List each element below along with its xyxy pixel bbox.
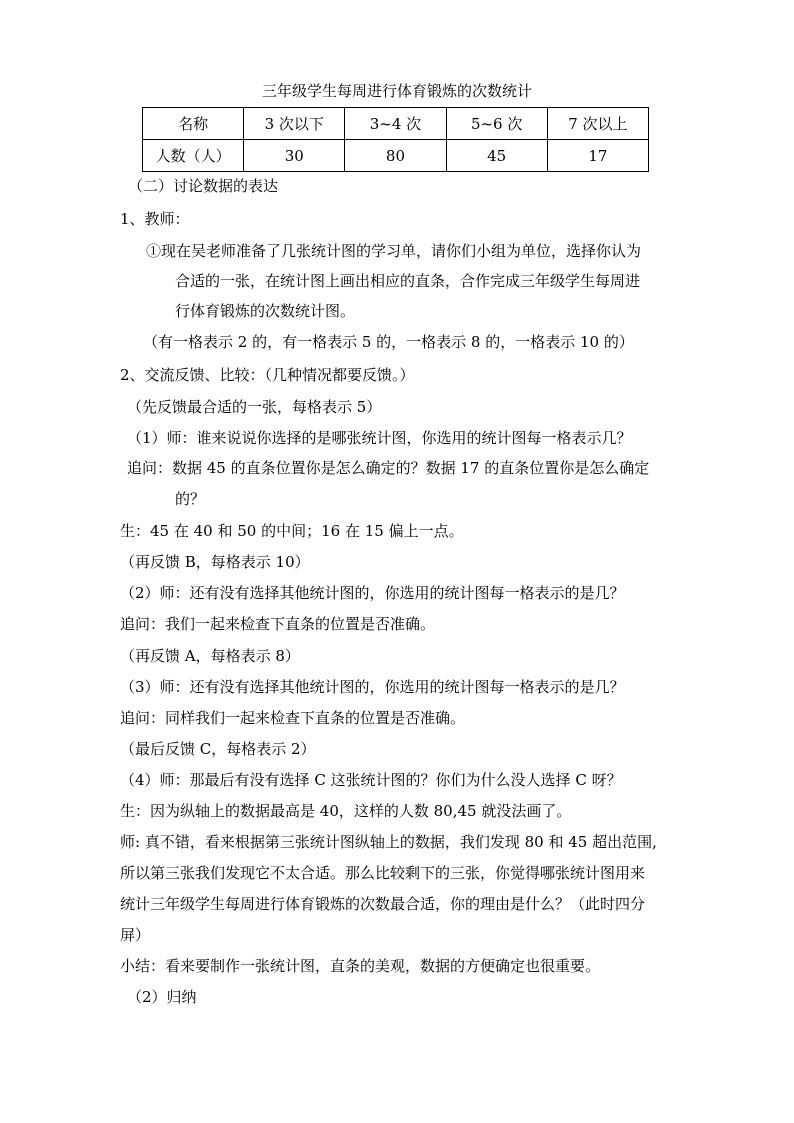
table-cell: 名称 xyxy=(143,108,244,140)
paragraph-line: 1、教师： xyxy=(120,210,190,228)
paragraph-line: 追问：数据 45 的直条位置你是怎么确定的？数据 17 的直条位置你是怎么确定 xyxy=(127,459,650,477)
table-cell: 45 xyxy=(446,140,547,172)
paragraph-line: 统计三年级学生每周进行体育锻炼的次数最合适，你的理由是什么？（此时四分 xyxy=(120,895,646,913)
table-cell: 3~4 次 xyxy=(345,108,446,140)
table-row xyxy=(143,140,649,172)
paragraph-line: （再反馈 A，每格表示 8） xyxy=(120,647,300,665)
table-cell: 30 xyxy=(244,140,345,172)
paragraph-line: （2）师：还有没有选择其他统计图的，你选用的统计图每一格表示的是几？ xyxy=(120,584,625,602)
table-header-row xyxy=(143,108,649,140)
paragraph-line: 合适的一张，在统计图上画出相应的直条，合作完成三年级学生每周进 xyxy=(175,272,641,290)
paragraph-line: （2）归纳 xyxy=(127,988,197,1006)
paragraph-line: 追问：我们一起来检查下直条的位置是否准确。 xyxy=(120,615,436,633)
table-cell: 5~6 次 xyxy=(446,108,547,140)
paragraph-line: 生：45 在 40 和 50 的中间；16 在 15 偏上一点。 xyxy=(120,522,464,540)
paragraph-line: （有一格表示 2 的，有一格表示 5 的，一格表示 8 的，一格表示 10 的） xyxy=(143,333,634,351)
table-cell: 17 xyxy=(547,140,648,172)
statistics-table xyxy=(142,107,649,172)
paragraph-line: （最后反馈 C，每格表示 2） xyxy=(120,740,316,758)
paragraph-line: （1）师：谁来说说你选择的是哪张统计图，你选用的统计图每一格表示几？ xyxy=(127,429,632,447)
paragraph-line: 所以第三张我们发现它不太合适。那么比较剩下的三张，你觉得哪张统计图用来 xyxy=(120,864,646,882)
paragraph-line: （再反馈 B，每格表示 10） xyxy=(120,553,310,571)
paragraph-line: ①现在吴老师准备了几张统计图的学习单，请你们小组为单位，选择你认为 xyxy=(146,242,642,260)
paragraph-line: （先反馈最合适的一张，每格表示 5） xyxy=(127,398,382,416)
table-title: 三年级学生每周进行体育锻炼的次数统计 xyxy=(261,82,532,100)
paragraph-line: （4）师：那最后有没有选择 C 这张统计图的？你们为什么没人选择 C 呀？ xyxy=(120,771,622,789)
table-cell: 80 xyxy=(345,140,446,172)
section-heading: （二）讨论数据的表达 xyxy=(128,177,279,195)
paragraph-line: 追问：同样我们一起来检查下直条的位置是否准确。 xyxy=(120,709,466,727)
table-cell: 7 次以上 xyxy=(547,108,648,140)
paragraph-line: 屏） xyxy=(120,926,151,944)
paragraph-line: 的？ xyxy=(175,490,206,508)
table-cell: 人数（人） xyxy=(143,140,244,172)
paragraph-line: 师: 真不错，看来根据第三张统计图纵轴上的数据，我们发现 80 和 45 超出范围, xyxy=(120,833,657,851)
paragraph-line: （3）师：还有没有选择其他统计图的，你选用的统计图每一格表示的是几？ xyxy=(120,678,625,696)
paragraph-line: 行体育锻炼的次数统计图。 xyxy=(175,302,356,320)
paragraph-line: 小结：看来要制作一张统计图，直条的美观，数据的方便确定也很重要。 xyxy=(120,957,601,975)
paragraph-line: 2、交流反馈、比较：（几种情况都要反馈。） xyxy=(120,366,415,384)
table-cell: 3 次以下 xyxy=(244,108,345,140)
paragraph-line: 生：因为纵轴上的数据最高是 40，这样的人数 80,45 就没法画了。 xyxy=(120,802,572,820)
